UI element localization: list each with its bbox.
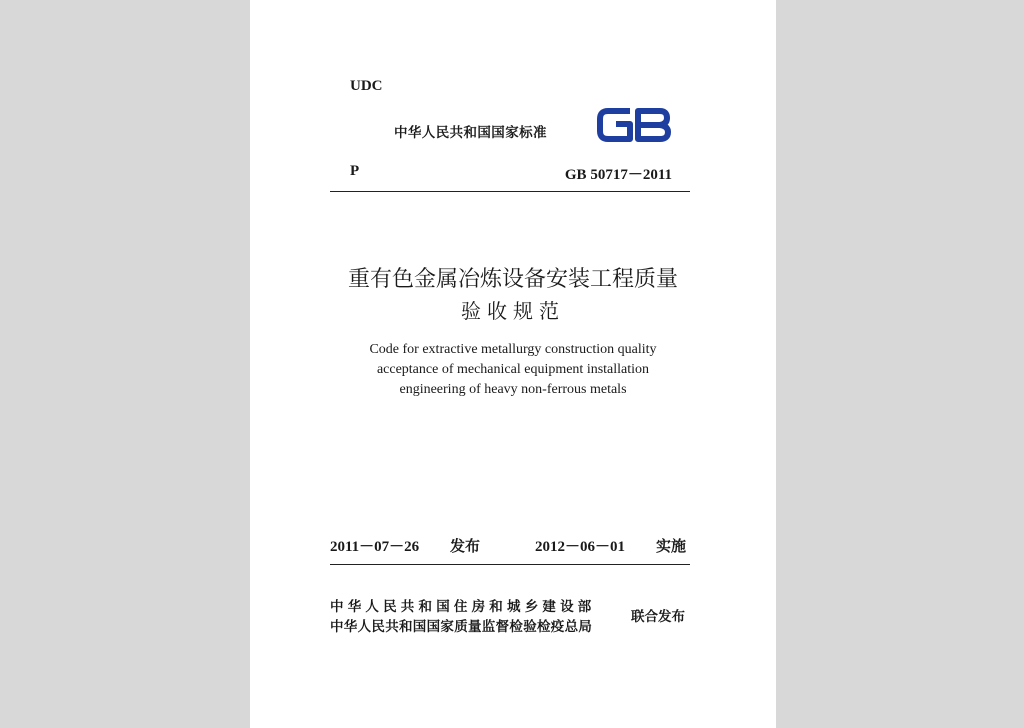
- classification-code: P: [350, 163, 360, 179]
- title-english-line2: acceptance of mechanical equipment installation: [376, 362, 650, 377]
- title-chinese-line2: 验收规范: [461, 299, 565, 323]
- issuer-aqsiq: 中华人民共和国国家质量监督检验检疫总局: [330, 619, 593, 635]
- title-chinese-line1: 重有色金属冶炼设备安装工程质量: [347, 267, 678, 292]
- dates-divider: [330, 564, 690, 565]
- title-english-line3: engineering of heavy non-ferrous metals: [399, 382, 627, 397]
- standard-name: 中华人民共和国国家标准: [394, 125, 547, 141]
- issue-label: 发布: [450, 539, 481, 555]
- issuer-ministry: 中华人民共和国住房和城乡建设部: [330, 599, 596, 615]
- udc-label: UDC: [350, 78, 383, 94]
- joint-issue-label: 联合发布: [631, 609, 685, 625]
- document-page: [250, 0, 776, 728]
- gb-logo: [596, 103, 672, 147]
- standard-number: GB 50717－2011: [564, 167, 672, 183]
- issue-date: 2011－07－26: [330, 539, 420, 555]
- title-english-line1: Code for extractive metallurgy construction quality: [369, 342, 657, 357]
- implementation-date: 2012－06－01: [535, 539, 626, 555]
- header-divider: [330, 191, 690, 192]
- implementation-label: 实施: [656, 539, 687, 555]
